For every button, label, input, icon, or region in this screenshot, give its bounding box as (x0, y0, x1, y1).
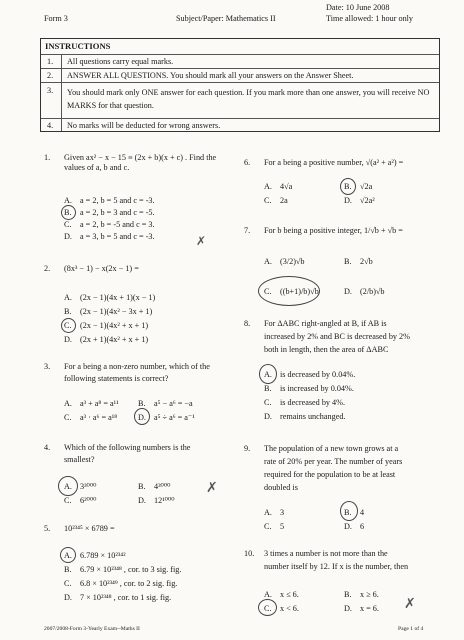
q2-option-b[interactable]: B. (2x − 1)(4x² − 3x + 1) (64, 307, 153, 316)
question-number: 3. (44, 362, 51, 371)
instruction-item (41, 54, 439, 69)
question-text: required for the population to be at least (264, 470, 396, 479)
instruction-item (41, 118, 439, 133)
question-number: 1. (44, 153, 51, 162)
question-text: For a being a non-zero number, which of the (64, 362, 210, 371)
q3-option-b[interactable]: B. a⁵ − a⁶ = −a (138, 399, 193, 408)
q3-option-d[interactable]: D. a⁵ ÷ a⁶ = a⁻¹ (138, 413, 195, 422)
answer-circle (61, 205, 76, 220)
question-text: (8x³ − 1) − x(2x − 1) = (64, 264, 139, 273)
subject-label: Subject/Paper: Mathematics II (176, 14, 276, 23)
q9-option-b[interactable]: B. 4 (344, 508, 365, 517)
cross-mark-icon: ✗ (206, 480, 218, 496)
q10-option-c[interactable]: C. x < 6. (264, 604, 299, 613)
answer-circle (340, 178, 356, 195)
q4-option-a[interactable]: A. 3³⁰⁰⁰ (64, 482, 97, 491)
instructions-title: INSTRUCTIONS (45, 41, 111, 51)
question-text: For a being a positive number, √(a² + a²) = (264, 158, 404, 167)
cross-mark-icon: ✗ (404, 596, 416, 612)
q10-option-b[interactable]: B. x ≥ 6. (344, 590, 379, 599)
q7-option-b[interactable]: B. 2√b (344, 257, 373, 266)
q9-option-d[interactable]: D. 6 (344, 522, 365, 531)
q1-option-d[interactable]: D. a = 3, b = 5 and c = -3. (64, 232, 155, 241)
form-label: Form 3 (44, 14, 68, 23)
q8-option-b[interactable]: B. is increased by 0.04%. (264, 384, 354, 393)
instruction-text: All questions carry equal marks. (67, 57, 174, 66)
footer-exam-label: 2007/2008-Form 3-Yearly Exam--Maths II (44, 626, 140, 632)
q8-option-a[interactable]: A. is decreased by 0.04%. (264, 370, 356, 379)
q3-option-a[interactable]: A. a³ + a⁸ = a¹¹ (64, 399, 119, 408)
footer-page-number: Page 1 of 4 (398, 626, 424, 632)
question-text: both in length, then the area of ΔABC (264, 345, 389, 354)
question-text: increased by 2% and BC is decreased by 2% (264, 332, 410, 341)
q6-option-c[interactable]: C. 2a (264, 196, 288, 205)
question-text: rate of 20% per year. The number of years (264, 457, 403, 466)
date-label: Date: 10 June 2008 (326, 3, 390, 12)
q7-option-c[interactable]: C. ((b+1)/b)√b (264, 287, 319, 296)
q5-option-b[interactable]: B. 6.79 × 10²³⁴⁸ , cor. to 3 sig. fig. (64, 565, 182, 574)
q3-option-c[interactable]: C. a³ · a⁶ = a¹⁸ (64, 413, 118, 422)
q7-option-a[interactable]: A. (3/2)√b (264, 257, 305, 266)
q10-option-d[interactable]: D. x = 6. (344, 604, 379, 613)
answer-circle (58, 476, 78, 496)
q10-option-a[interactable]: A. x ≤ 6. (264, 590, 299, 599)
q1-option-a[interactable]: A. a = 2, b = 5 and c = -3. (64, 196, 155, 205)
q4-option-d[interactable]: D. 12¹⁰⁰⁰ (138, 496, 175, 505)
q7-option-d[interactable]: D. (2/b)√b (344, 287, 385, 296)
q4-option-c[interactable]: C. 6²⁰⁰⁰ (64, 496, 97, 505)
q1-option-b[interactable]: B. a = 2, b = 3 and c = -5. (64, 208, 155, 217)
question-text: 3 times a number is not more than the (264, 549, 388, 558)
question-number: 2. (44, 264, 51, 273)
answer-circle (134, 408, 150, 425)
q6-option-a[interactable]: A. 4√a (264, 182, 293, 191)
question-number: 5. (44, 524, 51, 533)
question-number: 6. (244, 158, 251, 167)
instruction-number: 2. (47, 71, 54, 80)
time-allowed-label: Time allowed: 1 hour only (326, 14, 414, 23)
instruction-text: You should mark only ONE answer for each question. If you mark more than one answer, you will receive NO MARKS for that question. (67, 88, 430, 111)
q5-option-a[interactable]: A. 6.789 × 10²³⁴² (64, 551, 126, 560)
q5-option-c[interactable]: C. 6.8 × 10²³⁴⁹ , cor. to 2 sig. fig. (64, 579, 178, 588)
cross-mark-icon: ✗ (196, 234, 207, 248)
question-text: following statements is correct? (64, 374, 169, 383)
instruction-number: 1. (47, 57, 54, 66)
q5-option-d[interactable]: D. 7 × 10²³⁴⁸ , cor. to 1 sig. fig. (64, 593, 172, 602)
question-number: 8. (244, 319, 251, 328)
answer-circle (258, 599, 277, 616)
instruction-item (41, 68, 439, 83)
question-number: 9. (244, 444, 251, 453)
q2-option-d[interactable]: D. (2x + 1)(4x² + x + 1) (64, 335, 149, 344)
q9-option-a[interactable]: A. 3 (264, 508, 285, 517)
q4-option-b[interactable]: B. 4³⁰⁰⁰ (138, 482, 171, 491)
answer-circle (259, 364, 277, 384)
instruction-number: 3. (47, 86, 54, 95)
q8-option-d[interactable]: D. remains unchanged. (264, 412, 346, 421)
page-header (0, 0, 464, 30)
instruction-text: No marks will be deducted for wrong answers. (67, 121, 221, 130)
question-text: The population of a new town grows at a (264, 444, 399, 453)
question-text: For ΔABC right-angled at B, if AB is (264, 319, 387, 328)
q6-option-d[interactable]: D. √2a² (344, 196, 375, 205)
question-text: number itself by 12. If x is the number, then (264, 562, 409, 571)
q2-option-c[interactable]: C. (2x − 1)(4x² + x + 1) (64, 321, 149, 330)
question-number: 10. (244, 549, 255, 558)
question-number: 4. (44, 443, 51, 452)
answer-circle (258, 276, 320, 306)
q9-option-c[interactable]: C. 5 (264, 522, 285, 531)
question-text: Which of the following numbers is the (64, 443, 191, 452)
answer-circle (60, 547, 76, 563)
q2-option-a[interactable]: A. (2x − 1)(4x + 1)(x − 1) (64, 293, 156, 302)
question-text: smallest? (64, 455, 95, 464)
q8-option-c[interactable]: C. is decreased by 4%. (264, 398, 346, 407)
question-number: 7. (244, 226, 251, 235)
question-text: Given ax² − x − 15 ≡ (2x + b)(x + c) . Find the values of a, b and c. (64, 153, 217, 173)
instruction-item (41, 82, 439, 117)
question-text: 10²³⁴⁵ × 6789 = (64, 524, 115, 533)
answer-circle (340, 501, 358, 521)
answer-circle (61, 318, 76, 333)
instructions-box (40, 38, 440, 132)
instruction-text: ANSWER ALL QUESTIONS. You should mark all your answers on the Answer Sheet. (67, 71, 354, 80)
q6-option-b[interactable]: B. √2a (344, 182, 373, 191)
question-text: For b being a positive integer, 1/√b + √b = (264, 226, 403, 235)
question-text: doubled is (264, 483, 298, 492)
instruction-number: 4. (47, 121, 54, 130)
q1-option-c[interactable]: C. a = 2, b = -5 and c = 3. (64, 220, 155, 229)
